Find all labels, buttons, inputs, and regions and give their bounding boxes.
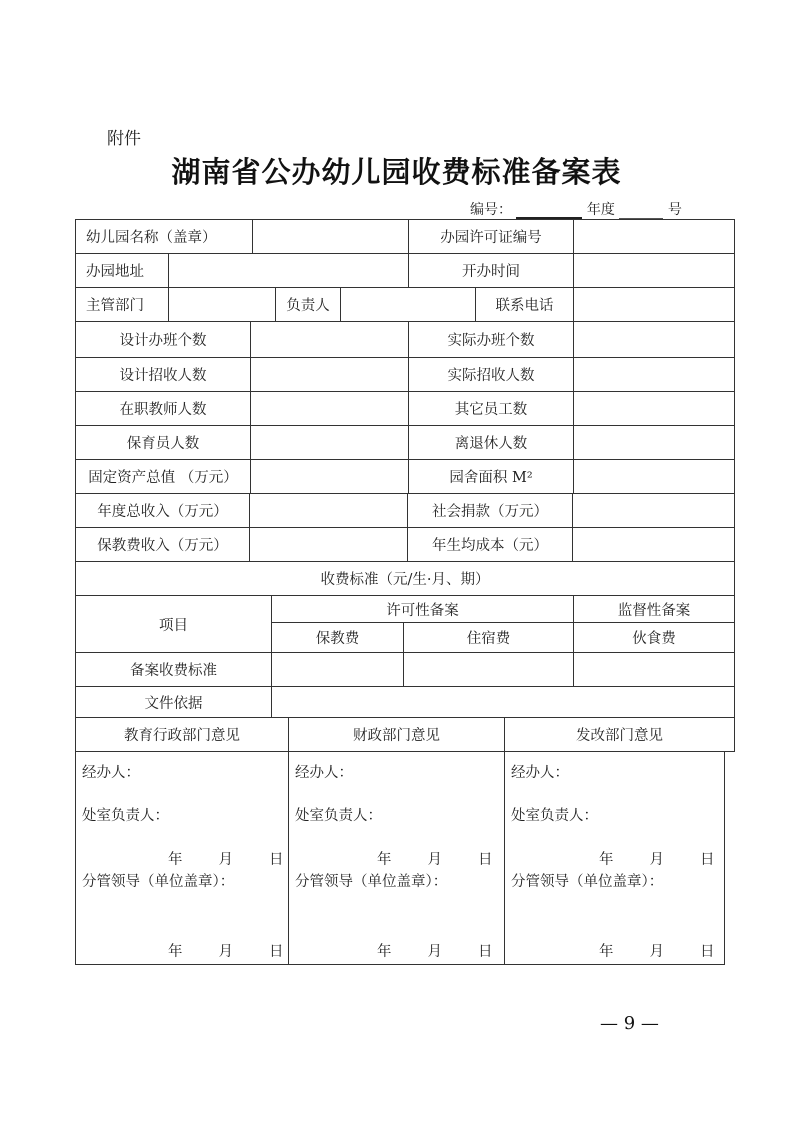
actual-classes-field[interactable] xyxy=(573,321,735,358)
teachers-field[interactable] xyxy=(250,391,409,426)
label-item: 项目 xyxy=(75,595,272,653)
office-head-label: 处室负责人： xyxy=(82,808,169,824)
building-area-field[interactable] xyxy=(573,459,735,494)
supervision-filing-group: 监督性备案 xyxy=(573,595,735,623)
month-label: 月 xyxy=(218,944,233,960)
leader-label: 分管领导（单位盖章）： xyxy=(295,874,448,890)
serial-number-line xyxy=(470,199,682,219)
label-tuition-income: 保教费收入（万元） xyxy=(75,527,250,562)
label-phone: 联系电话 xyxy=(475,287,574,322)
annual-income-field[interactable] xyxy=(249,493,408,528)
reform-opinion-title: 发改部门意见 xyxy=(504,717,735,752)
label-building-area: 园舍面积 M² xyxy=(408,459,574,494)
label-filed-standard: 备案收费标准 xyxy=(75,652,272,687)
label-fixed-assets: 固定资产总值 （万元） xyxy=(75,459,251,494)
serial-number-field[interactable] xyxy=(619,204,663,219)
month-label: 月 xyxy=(427,852,442,868)
education-opinion-box[interactable] xyxy=(75,751,289,965)
date-line xyxy=(168,940,284,961)
fee-standard-heading: 收费标准（元/生·月、期） xyxy=(75,561,735,596)
date-line xyxy=(377,848,493,869)
month-label: 月 xyxy=(218,852,233,868)
retirees-field[interactable] xyxy=(573,425,735,460)
meal-fee-field[interactable] xyxy=(573,652,735,687)
designed-enrollment-field[interactable] xyxy=(250,357,409,392)
day-label: 日 xyxy=(478,852,493,868)
label-other-staff: 其它员工数 xyxy=(408,391,574,426)
serial-year-label: 年度 xyxy=(586,202,615,218)
year-label: 年 xyxy=(377,852,392,868)
label-document-basis: 文件依据 xyxy=(75,686,272,718)
day-label: 日 xyxy=(700,852,715,868)
document-basis-field[interactable] xyxy=(271,686,735,718)
reform-opinion-box[interactable] xyxy=(504,751,725,965)
attachment-label: 附件 xyxy=(107,129,141,149)
license-filing-group: 许可性备案 xyxy=(271,595,574,623)
date-line xyxy=(377,940,493,961)
date-line xyxy=(168,848,284,869)
leader-label: 分管领导（单位盖章）： xyxy=(511,874,664,890)
handler-label: 经办人： xyxy=(511,765,569,781)
label-donations: 社会捐款（万元） xyxy=(407,493,573,528)
education-opinion-title: 教育行政部门意见 xyxy=(75,717,289,752)
day-label: 日 xyxy=(269,944,284,960)
meal-fee-header: 伙食费 xyxy=(573,622,735,653)
caregivers-field[interactable] xyxy=(250,425,409,460)
handler-label: 经办人： xyxy=(82,765,140,781)
designed-classes-field[interactable] xyxy=(250,321,409,358)
date-line xyxy=(599,848,715,869)
page-title: 湖南省公办幼儿园收费标准备案表 xyxy=(171,155,622,189)
actual-enrollment-field[interactable] xyxy=(573,357,735,392)
person-in-charge-field[interactable] xyxy=(340,287,476,322)
date-line xyxy=(599,940,715,961)
serial-label: 编号： xyxy=(470,202,512,218)
year-label: 年 xyxy=(168,944,183,960)
serial-number-label: 号 xyxy=(667,202,682,218)
year-label: 年 xyxy=(168,852,183,868)
label-actual-classes: 实际办班个数 xyxy=(408,321,574,358)
label-teachers: 在职教师人数 xyxy=(75,391,251,426)
childcare-fee-header: 保教费 xyxy=(271,622,404,653)
label-person-in-charge: 负责人 xyxy=(275,287,341,322)
accommodation-fee-field[interactable] xyxy=(403,652,574,687)
month-label: 月 xyxy=(649,852,664,868)
label-designed-classes: 设计办班个数 xyxy=(75,321,251,358)
accommodation-fee-header: 住宿费 xyxy=(403,622,574,653)
handler-label: 经办人： xyxy=(295,765,353,781)
label-license-number: 办园许可证编号 xyxy=(408,219,574,254)
label-address: 办园地址 xyxy=(75,253,169,288)
office-head-label: 处室负责人： xyxy=(511,808,598,824)
license-number-field[interactable] xyxy=(573,219,735,254)
fixed-assets-field[interactable] xyxy=(250,459,409,494)
page-number: — 9 — xyxy=(600,1013,659,1034)
serial-year-field[interactable] xyxy=(516,203,582,219)
leader-label: 分管领导（单位盖章）： xyxy=(82,874,235,890)
month-label: 月 xyxy=(427,944,442,960)
day-label: 日 xyxy=(478,944,493,960)
year-label: 年 xyxy=(377,944,392,960)
authority-field[interactable] xyxy=(168,287,276,322)
other-staff-field[interactable] xyxy=(573,391,735,426)
office-head-label: 处室负责人： xyxy=(295,808,382,824)
address-field[interactable] xyxy=(168,253,409,288)
childcare-fee-field[interactable] xyxy=(271,652,404,687)
finance-opinion-title: 财政部门意见 xyxy=(288,717,505,752)
day-label: 日 xyxy=(700,944,715,960)
label-annual-income: 年度总收入（万元） xyxy=(75,493,250,528)
label-per-student-cost: 年生均成本（元） xyxy=(407,527,573,562)
tuition-income-field[interactable] xyxy=(249,527,408,562)
year-label: 年 xyxy=(599,852,614,868)
label-open-date: 开办时间 xyxy=(408,253,574,288)
phone-field[interactable] xyxy=(573,287,735,322)
kindergarten-name-field[interactable] xyxy=(252,219,409,254)
finance-opinion-box[interactable] xyxy=(288,751,505,965)
year-label: 年 xyxy=(599,944,614,960)
donations-field[interactable] xyxy=(572,493,735,528)
label-authority: 主管部门 xyxy=(75,287,169,322)
label-actual-enrollment: 实际招收人数 xyxy=(408,357,574,392)
label-caregivers: 保育员人数 xyxy=(75,425,251,460)
label-kindergarten-name: 幼儿园名称（盖章） xyxy=(75,219,253,254)
open-date-field[interactable] xyxy=(573,253,735,288)
per-student-cost-field[interactable] xyxy=(572,527,735,562)
label-designed-enrollment: 设计招收人数 xyxy=(75,357,251,392)
label-retirees: 离退休人数 xyxy=(408,425,574,460)
month-label: 月 xyxy=(649,944,664,960)
day-label: 日 xyxy=(269,852,284,868)
